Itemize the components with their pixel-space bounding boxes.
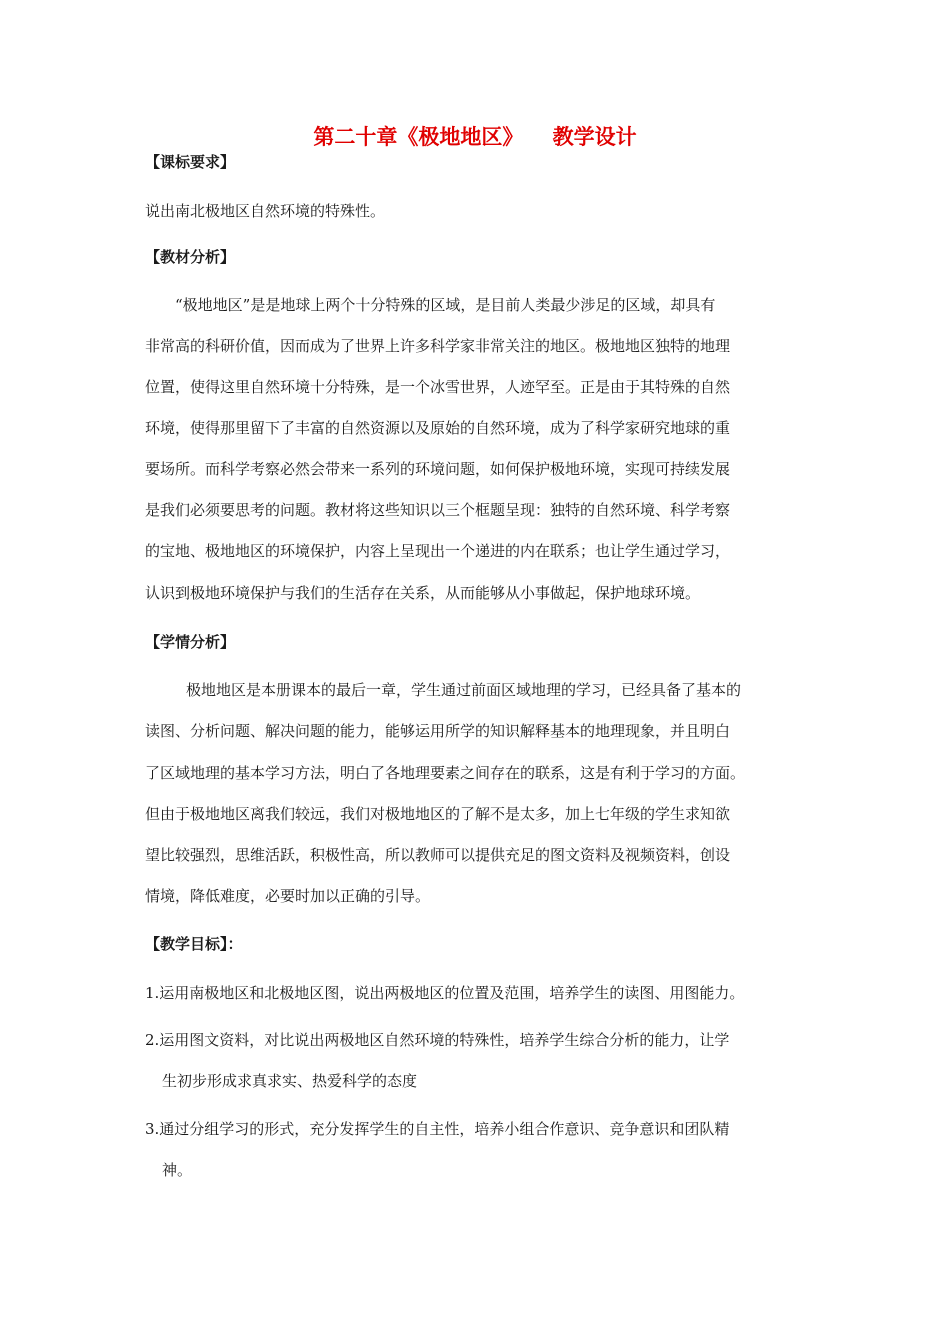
paragraph-line: 非常高的科研价值，因而成为了世界上许多科学家非常关注的地区。极地地区独特的地理 [145,337,731,355]
section-heading-textbook-analysis: 【教材分析】 [145,248,236,266]
section-heading-teaching-goals: 【教学目标】： [145,935,243,953]
document-title: 第二十章《极地地区》 教学设计 [313,124,637,149]
goal-item: 2.运用图文资料，对比说出两极地区自然环境的特殊性，培养学生综合分析的能力，让学 [145,1031,730,1049]
paragraph-line: 但由于极地地区离我们较远，我们对极地地区的了解不是太多，加上七年级的学生求知欲 [145,805,731,823]
paragraph-line: “极地地区”是是地球上两个十分特殊的区域，是目前人类最少涉足的区域，却具有 [175,296,716,314]
paragraph-line: 情境，降低难度，必要时加以正确的引导。 [145,887,431,905]
paragraph-line: 要场所。而科学考察必然会带来一系列的环境问题，如何保护极地环境，实现可持续发展 [145,460,731,478]
section-heading-curriculum: 【课标要求】 [145,153,236,171]
paragraph-line: 说出南北极地区自然环境的特殊性。 [145,202,386,220]
paragraph-line: 认识到极地环境保护与我们的生活存在关系，从而能够从小事做起，保护地球环境。 [145,584,701,602]
goal-item: 3.通过分组学习的形式，充分发挥学生的自主性，培养小组合作意识、竞争意识和团队精 [145,1120,730,1138]
paragraph-line: 位置，使得这里自然环境十分特殊，是一个冰雪世界，人迹罕至。正是由于其特殊的自然 [145,378,731,396]
goal-item-continuation: 神。 [162,1161,193,1179]
goal-item-continuation: 生初步形成求真求实、热爱科学的态度 [162,1072,418,1090]
paragraph-line: 读图、分析问题、解决问题的能力，能够运用所学的知识解释基本的地理现象，并且明白 [145,722,731,740]
goal-item: 1.运用南极地区和北极地区图，说出两极地区的位置及范围，培养学生的读图、用图能力。 [145,984,745,1002]
paragraph-line: 望比较强烈，思维活跃，积极性高，所以教师可以提供充足的图文资料及视频资料，创设 [145,846,731,864]
section-heading-student-analysis: 【学情分析】 [145,633,236,651]
paragraph-line: 的宝地、极地地区的环境保护，内容上呈现出一个递进的内在联系；也让学生通过学习， [145,542,731,560]
paragraph-line: 环境，使得那里留下了丰富的自然资源以及原始的自然环境，成为了科学家研究地球的重 [145,419,731,437]
paragraph-line: 是我们必须要思考的问题。教材将这些知识以三个框题呈现：独特的自然环境、科学考察 [145,501,731,519]
paragraph-line: 了区域地理的基本学习方法，明白了各地理要素之间存在的联系，这是有利于学习的方面。 [145,764,746,782]
paragraph-line: 极地地区是本册课本的最后一章，学生通过前面区域地理的学习，已经具备了基本的 [186,681,742,699]
